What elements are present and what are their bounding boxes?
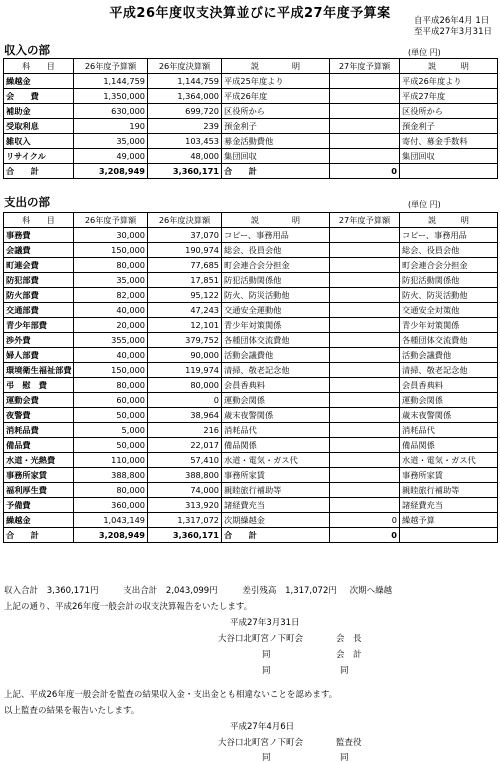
description-cell: コピー、事務用品	[222, 228, 330, 243]
description27-cell: 青少年対策関係	[400, 318, 498, 333]
actual-cell: 22,017	[148, 438, 222, 453]
table-row	[4, 149, 498, 164]
actual-cell: 17,851	[148, 273, 222, 288]
report-sign-org-0: 大谷口北町宮ノ下町会	[218, 634, 304, 644]
description27-cell: コピー、事務用品	[400, 228, 498, 243]
budget-cell: 1,350,000	[74, 89, 148, 104]
income-unit: (単位 円)	[408, 48, 441, 57]
actual-cell: 216	[148, 423, 222, 438]
item-cell: 環境衛生福祉部費	[4, 363, 74, 378]
document-title: 平成26年度収支決算並びに平成27年度予算案	[109, 6, 391, 21]
description27-cell: 諸経費充当	[400, 498, 498, 513]
table-row	[4, 438, 498, 453]
budget-cell: 30,000	[74, 228, 148, 243]
budget27-cell	[330, 393, 400, 408]
actual-cell: 699,720	[148, 104, 222, 119]
budget-cell: 80,000	[74, 378, 148, 393]
budget27-cell	[330, 408, 400, 423]
item-cell: 交通部費	[4, 303, 74, 318]
description-cell: 諸経費充当	[222, 498, 330, 513]
budget-cell: 40,000	[74, 303, 148, 318]
budget-cell: 355,000	[74, 333, 148, 348]
actual-cell: 80,000	[148, 378, 222, 393]
item-cell: 婦人部費	[4, 348, 74, 363]
description-cell: 預金利子	[222, 119, 330, 134]
fiscal-period	[414, 16, 492, 38]
item-cell: 水道・光熱費	[4, 453, 74, 468]
budget27-cell	[330, 363, 400, 378]
balance-value: 1,317,072円	[285, 586, 337, 596]
description27-cell: 運動会関係	[400, 393, 498, 408]
item-cell: 防火部費	[4, 288, 74, 303]
total-row	[4, 528, 498, 543]
description-cell: 防火、防災活動他	[222, 288, 330, 303]
total-budget27-cell: 0	[330, 164, 400, 179]
column-header: 26年度予算額	[74, 213, 148, 228]
budget27-cell	[330, 119, 400, 134]
description27-cell: 消耗品代	[400, 423, 498, 438]
description27-cell: 活動会議費他	[400, 348, 498, 363]
description27-cell: 水道・電気・ガス代	[400, 453, 498, 468]
item-cell: 消耗品費	[4, 423, 74, 438]
audit-sign-role-0: 監査役	[336, 738, 362, 748]
expense-heading: 支出の部	[4, 195, 50, 209]
budget27-cell	[330, 74, 400, 89]
budget27-cell	[330, 303, 400, 318]
description-cell: 清掃、敬老記念他	[222, 363, 330, 378]
budget27-cell	[330, 423, 400, 438]
table-row	[4, 318, 498, 333]
actual-cell: 57,410	[148, 453, 222, 468]
item-cell: 会 費	[4, 89, 74, 104]
total-description-cell: 合 計	[222, 164, 330, 179]
column-header: 26年度決算額	[148, 59, 222, 74]
budget-cell: 50,000	[74, 438, 148, 453]
expense-total-value: 2,043,099円	[165, 586, 218, 596]
report-statement: 上記の通り、平成26年度一般会計の収支決算報告をいたします。	[4, 602, 253, 612]
item-cell: リサイクル	[4, 149, 74, 164]
description27-cell: 平成26年度より	[400, 74, 498, 89]
total-budget27-cell: 0	[330, 528, 400, 543]
description-cell: 青少年対策関係	[222, 318, 330, 333]
budget-cell: 35,000	[74, 273, 148, 288]
budget-cell: 1,043,149	[74, 513, 148, 528]
column-header: 27年度予算額	[330, 59, 400, 74]
column-header: 27年度予算額	[330, 213, 400, 228]
budget27-cell	[330, 483, 400, 498]
budget27-cell	[330, 378, 400, 393]
actual-cell: 0	[148, 393, 222, 408]
table-row	[4, 378, 498, 393]
actual-cell: 119,974	[148, 363, 222, 378]
carry-forward-text: 次期へ繰越	[349, 586, 393, 596]
item-cell: 事務所家賃	[4, 468, 74, 483]
report-sign-org-1: 同	[262, 650, 271, 660]
actual-cell: 37,070	[148, 228, 222, 243]
budget-cell: 60,000	[74, 393, 148, 408]
column-header: 26年度決算額	[148, 213, 222, 228]
item-cell: 渉外費	[4, 333, 74, 348]
total-budget-cell: 3,208,949	[74, 528, 148, 543]
table-row	[4, 119, 498, 134]
budget27-cell	[330, 89, 400, 104]
table-row	[4, 333, 498, 348]
column-header: 科 目	[4, 213, 74, 228]
budget27-cell	[330, 149, 400, 164]
item-cell: 繰越金	[4, 513, 74, 528]
budget-cell: 1,144,759	[74, 74, 148, 89]
table-row	[4, 498, 498, 513]
budget27-cell	[330, 273, 400, 288]
description-cell: 集団回収	[222, 149, 330, 164]
description27-cell: 町会連合会分担金	[400, 258, 498, 273]
table-row	[4, 363, 498, 378]
table-row	[4, 303, 498, 318]
table-row	[4, 243, 498, 258]
table-row	[4, 134, 498, 149]
income-heading: 収入の部	[4, 43, 50, 57]
report-sign-role-1: 会 計	[336, 650, 362, 660]
item-cell: 雑収入	[4, 134, 74, 149]
budget-cell: 40,000	[74, 348, 148, 363]
actual-cell: 379,752	[148, 333, 222, 348]
item-cell: 繰越金	[4, 74, 74, 89]
report-sign-org-2: 同	[262, 666, 271, 676]
table-row	[4, 89, 498, 104]
description27-cell: 会員香典料	[400, 378, 498, 393]
description-cell: 備品関係	[222, 438, 330, 453]
budget-cell: 35,000	[74, 134, 148, 149]
report-sign-role-0: 会 長	[336, 634, 362, 644]
description27-cell: 事務所家賃	[400, 468, 498, 483]
description-cell: 平成26年度	[222, 89, 330, 104]
actual-cell: 38,964	[148, 408, 222, 423]
total-item-cell: 合 計	[4, 528, 74, 543]
item-cell: 備品費	[4, 438, 74, 453]
header-row	[4, 213, 498, 228]
description-cell: 消耗品代	[222, 423, 330, 438]
budget27-cell	[330, 318, 400, 333]
income-table	[3, 58, 498, 179]
budget-cell: 388,800	[74, 468, 148, 483]
budget27-cell	[330, 438, 400, 453]
item-cell: 町連会費	[4, 258, 74, 273]
actual-cell: 239	[148, 119, 222, 134]
item-cell: 予備費	[4, 498, 74, 513]
budget-cell: 5,000	[74, 423, 148, 438]
total-description27-cell	[400, 164, 498, 179]
actual-cell: 95,122	[148, 288, 222, 303]
column-header: 26年度予算額	[74, 59, 148, 74]
actual-cell: 1,364,000	[148, 89, 222, 104]
description-cell: 防犯活動関係他	[222, 273, 330, 288]
header-row	[4, 59, 498, 74]
table-row	[4, 273, 498, 288]
item-cell: 福利厚生費	[4, 483, 74, 498]
audit-sign-org-0: 大谷口北町宮ノ下町会	[218, 738, 304, 748]
description-cell: 水道・電気・ガス代	[222, 453, 330, 468]
description27-cell: 預金利子	[400, 119, 498, 134]
budget27-cell	[330, 134, 400, 149]
table-row	[4, 483, 498, 498]
total-item-cell: 合 計	[4, 164, 74, 179]
item-cell: 夜警費	[4, 408, 74, 423]
income-total-label: 収入合計	[4, 586, 39, 596]
table-row	[4, 393, 498, 408]
total-description-cell: 合 計	[222, 528, 330, 543]
description-cell: 事務所家賃	[222, 468, 330, 483]
budget-cell: 110,000	[74, 453, 148, 468]
report-date: 平成27年3月31日	[230, 618, 300, 628]
column-header: 説 明	[400, 59, 498, 74]
column-header: 説 明	[222, 213, 330, 228]
description-cell: 運動会関係	[222, 393, 330, 408]
expense-table	[3, 212, 498, 543]
column-header: 科 目	[4, 59, 74, 74]
budget27-cell	[330, 453, 400, 468]
description27-cell: 区役所から	[400, 104, 498, 119]
description27-cell: 防火、防災活動他	[400, 288, 498, 303]
description27-cell: 歳末夜警関係	[400, 408, 498, 423]
actual-cell: 48,000	[148, 149, 222, 164]
description27-cell: 備品関係	[400, 438, 498, 453]
item-cell: 受取利息	[4, 119, 74, 134]
table-row	[4, 468, 498, 483]
period-from: 自平成26年4月 1日	[413, 16, 490, 26]
actual-cell: 1,144,759	[148, 74, 222, 89]
description-cell: 親睦旅行補助等	[222, 483, 330, 498]
budget27-cell	[330, 468, 400, 483]
description-cell: 交通安全運動他	[222, 303, 330, 318]
actual-cell: 74,000	[148, 483, 222, 498]
budget-cell: 50,000	[74, 408, 148, 423]
description27-cell: 寄付、募金手数料	[400, 134, 498, 149]
audit-sign-role-1: 同	[340, 753, 349, 763]
table-row	[4, 258, 498, 273]
description27-cell: 親睦旅行補助等	[400, 483, 498, 498]
column-header: 説 明	[400, 213, 498, 228]
expense-unit: (単位 円)	[408, 200, 441, 209]
actual-cell: 103,453	[148, 134, 222, 149]
description27-cell: 繰越予算	[400, 513, 498, 528]
actual-cell: 313,920	[148, 498, 222, 513]
budget-cell: 82,000	[74, 288, 148, 303]
description-cell: 平成25年度より	[222, 74, 330, 89]
item-cell: 弔 慰 費	[4, 378, 74, 393]
description27-cell: 交通安全対策他	[400, 303, 498, 318]
total-description27-cell	[400, 528, 498, 543]
column-header: 説 明	[222, 59, 330, 74]
actual-cell: 388,800	[148, 468, 222, 483]
budget-cell: 49,000	[74, 149, 148, 164]
table-row	[4, 453, 498, 468]
item-cell: 事務費	[4, 228, 74, 243]
budget-cell: 190	[74, 119, 148, 134]
budget-cell: 20,000	[74, 318, 148, 333]
description-cell: 各種団体交流費他	[222, 333, 330, 348]
table-row	[4, 74, 498, 89]
total-actual-cell: 3,360,171	[148, 164, 222, 179]
table-row	[4, 288, 498, 303]
budget-cell: 150,000	[74, 363, 148, 378]
description-cell: 活動会議費他	[222, 348, 330, 363]
table-row	[4, 228, 498, 243]
budget-cell: 80,000	[74, 483, 148, 498]
budget-cell: 80,000	[74, 258, 148, 273]
budget27-cell	[330, 333, 400, 348]
description-cell: 次期繰越金	[222, 513, 330, 528]
actual-cell: 47,243	[148, 303, 222, 318]
description-cell: 歳末夜警関係	[222, 408, 330, 423]
description27-cell: 集団回収	[400, 149, 498, 164]
total-budget-cell: 3,208,949	[74, 164, 148, 179]
actual-cell: 12,101	[148, 318, 222, 333]
actual-cell: 1,317,072	[148, 513, 222, 528]
audit-sign-org-1: 同	[262, 753, 271, 763]
total-row	[4, 164, 498, 179]
description27-cell: 総会、役員会他	[400, 243, 498, 258]
description-cell: 会員香典料	[222, 378, 330, 393]
description-cell: 募金活動費他	[222, 134, 330, 149]
table-row	[4, 423, 498, 438]
summary-line	[4, 584, 392, 596]
item-cell: 補助金	[4, 104, 74, 119]
income-total-value: 3,360,171円	[46, 586, 99, 596]
item-cell: 運動会費	[4, 393, 74, 408]
budget27-cell	[330, 258, 400, 273]
description27-cell: 清掃、敬老記念他	[400, 363, 498, 378]
budget-cell: 150,000	[74, 243, 148, 258]
actual-cell: 77,685	[148, 258, 222, 273]
item-cell: 防犯部費	[4, 273, 74, 288]
audit-statement: 上記、平成26年度一般会計を監査の結果収入金・支出金とも相違ないことを認めます。	[4, 690, 338, 700]
budget27-cell	[330, 104, 400, 119]
budget-cell: 360,000	[74, 498, 148, 513]
description-cell: 区役所から	[222, 104, 330, 119]
audit-date: 平成27年4月6日	[230, 722, 295, 732]
period-to: 至平成27年3月31日	[413, 27, 492, 37]
budget-cell: 630,000	[74, 104, 148, 119]
budget27-cell	[330, 243, 400, 258]
table-row	[4, 348, 498, 363]
item-cell: 青少年部費	[4, 318, 74, 333]
description-cell: 総会、役員会他	[222, 243, 330, 258]
table-row	[4, 104, 498, 119]
budget27-cell	[330, 288, 400, 303]
table-row	[4, 513, 498, 528]
budget27-cell: 0	[330, 513, 400, 528]
budget27-cell	[330, 348, 400, 363]
total-actual-cell: 3,360,171	[148, 528, 222, 543]
description27-cell: 防犯活動関係他	[400, 273, 498, 288]
report-sign-role-2: 同	[340, 666, 349, 676]
description27-cell: 各種団体交流費他	[400, 333, 498, 348]
budget27-cell	[330, 228, 400, 243]
item-cell: 会議費	[4, 243, 74, 258]
budget27-cell	[330, 498, 400, 513]
balance-label: 差引残高	[242, 586, 277, 596]
expense-total-label: 支出合計	[123, 586, 158, 596]
actual-cell: 190,974	[148, 243, 222, 258]
actual-cell: 90,000	[148, 348, 222, 363]
description27-cell: 平成27年度	[400, 89, 498, 104]
description-cell: 町会連合会分担金	[222, 258, 330, 273]
audit-report-line: 以上監査の結果を報告いたします。	[4, 706, 140, 716]
table-row	[4, 408, 498, 423]
